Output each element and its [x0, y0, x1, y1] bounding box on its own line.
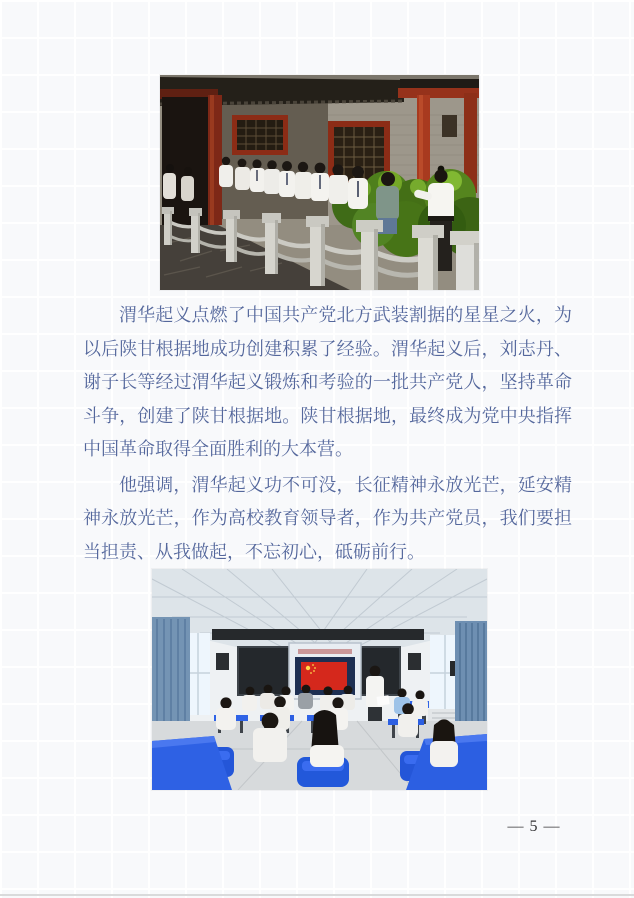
scan-edge-line: [0, 894, 634, 896]
paragraph-1: 渭华起义点燃了中国共产党北方武装割据的星星之火，为以后陕甘根据地成功创建积累了经验。渭华起义后，刘志丹、谢子长等经过渭华起义锻炼和考验的一批共产党人，坚持革命斗争，创建了陕甘根据地。陕甘根据地，最终成为党中央指挥中国革命取得全面胜利的大本营。: [83, 305, 572, 459]
classroom-lecture-photo: [152, 569, 487, 790]
paragraph-2: 他强调，渭华起义功不可没，长征精神永放光芒，延安精神永放光芒，作为高校教育领导者，作为共产党员，我们要担当担责、从我做起，不忘初心，砥砺前行。: [83, 474, 572, 562]
page-number: — 5 —: [507, 818, 561, 835]
body-text: [83, 299, 572, 569]
courtyard-tour-photo: [160, 75, 479, 290]
courtyard-scene-graphic: [160, 75, 479, 290]
classroom-scene-graphic: [152, 569, 487, 790]
